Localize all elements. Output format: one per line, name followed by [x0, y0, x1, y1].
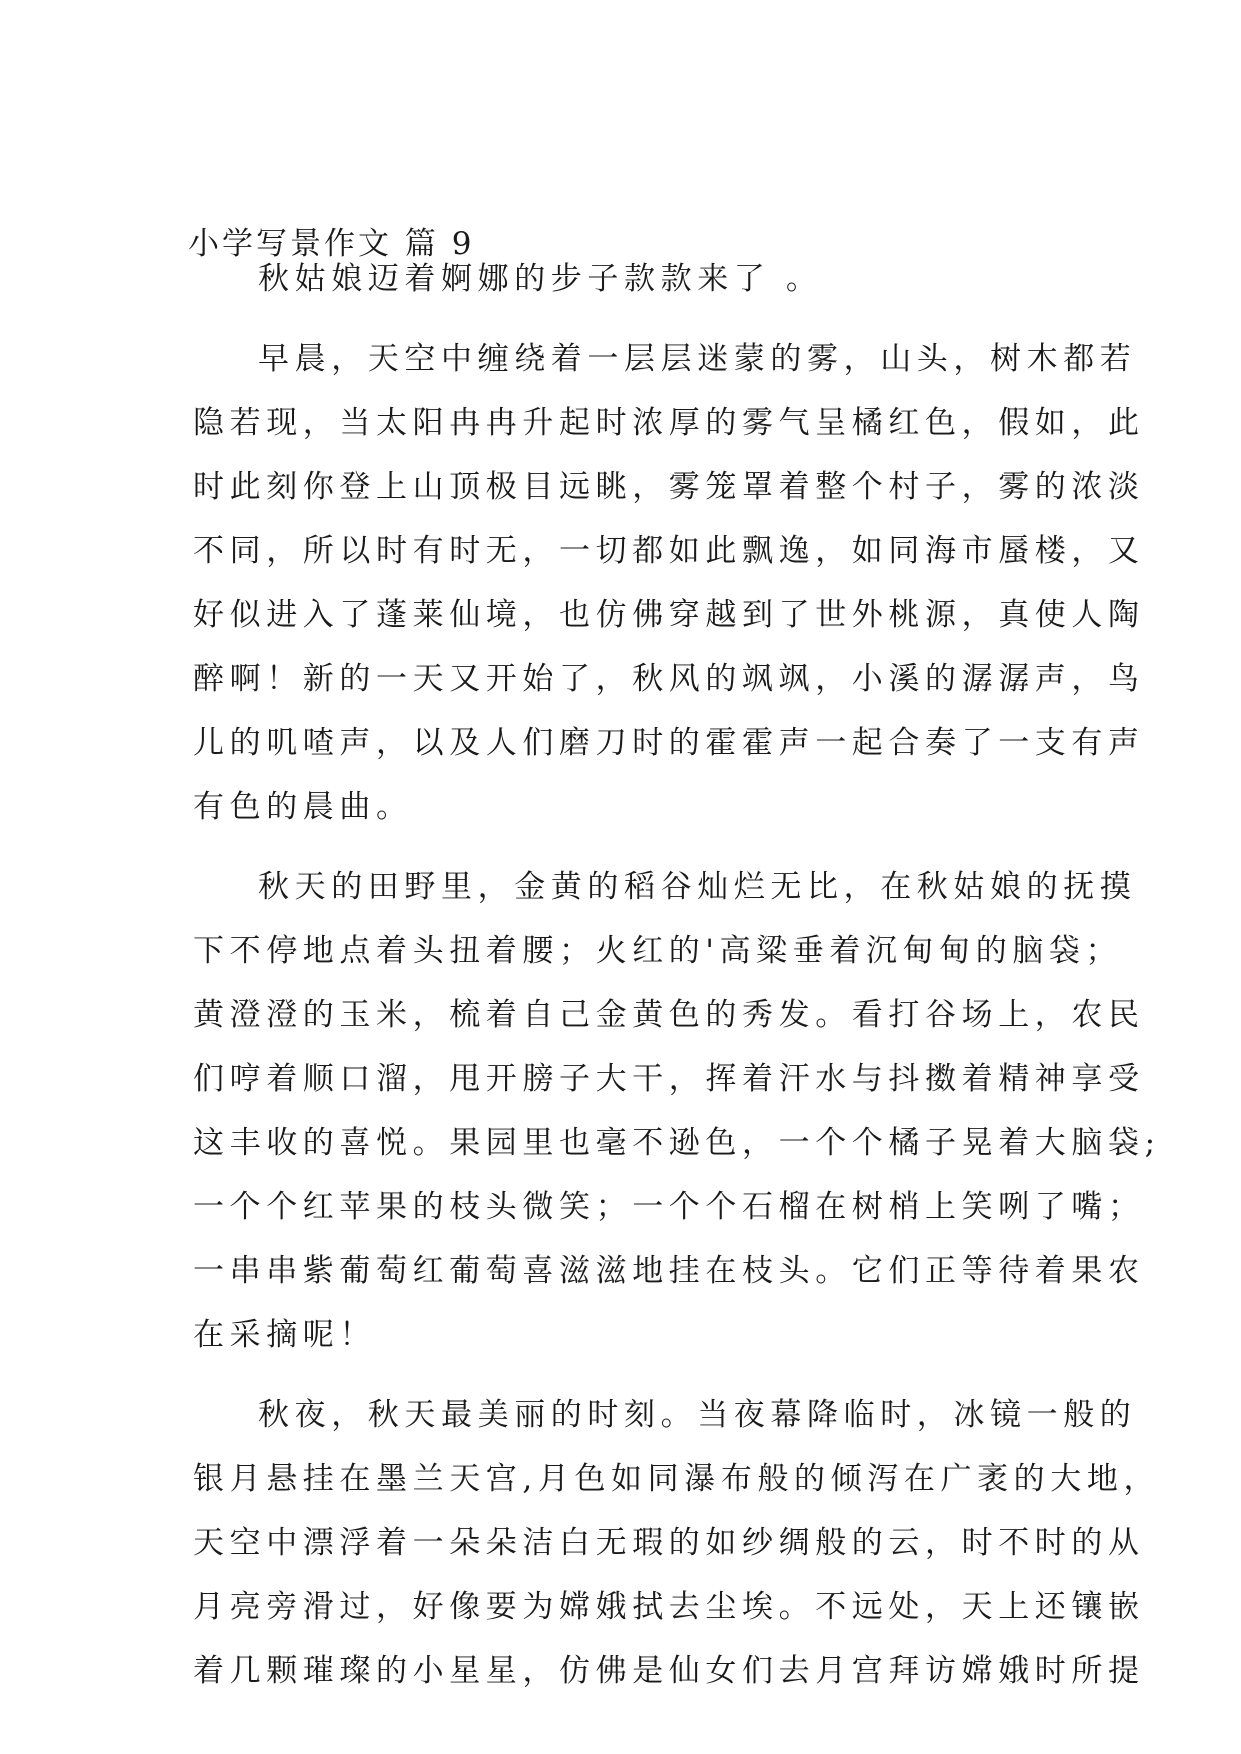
paragraph-4-line-3: 天空中漂浮着一朵朵洁白无瑕的如纱绸般的云，时不时的从 — [193, 1525, 1145, 1561]
paragraph-2-line-2: 隐若现，当太阳冉冉升起时浓厚的雾气呈橘红色，假如，此 — [193, 405, 1145, 441]
paragraph-2-line-8: 有色的晨曲。 — [193, 789, 413, 825]
paragraph-3-line-8: 在采摘呢！ — [193, 1317, 376, 1353]
paragraph-4-line-5: 着几颗璀璨的小星星，仿佛是仙女们去月宫拜访嫦娥时所提 — [193, 1653, 1145, 1689]
paragraph-2-line-7: 儿的叽喳声，以及人们磨刀时的霍霍声一起合奏了一支有声 — [193, 725, 1145, 761]
paragraph-4-line-4: 月亮旁滑过，好像要为嫦娥拭去尘埃。不远处，天上还镶嵌 — [193, 1589, 1145, 1625]
paragraph-4-line-1: 秋夜，秋天最美丽的时刻。当夜幕降临时，冰镜一般的 — [258, 1397, 1137, 1433]
paragraph-3-line-3: 黄澄澄的玉米，梳着自己金黄色的秀发。看打谷场上，农民 — [193, 997, 1145, 1033]
paragraph-2-line-5: 好似进入了蓬莱仙境，也仿佛穿越到了世外桃源，真使人陶 — [193, 597, 1145, 633]
paragraph-3-line-5: 这丰收的喜悦。果园里也毫不逊色，一个个橘子晃着大脑袋; — [193, 1125, 1161, 1161]
paragraph-2-line-1: 早晨，天空中缠绕着一层层迷蒙的雾，山头，树木都若 — [258, 341, 1137, 377]
paragraph-3-line-7: 一串串紫葡萄红葡萄喜滋滋地挂在枝头。它们正等待着果农 — [193, 1253, 1145, 1289]
paragraph-2-line-4: 不同，所以时有时无，一切都如此飘逸，如同海市蜃楼，又 — [193, 533, 1145, 569]
paragraph-3-line-4: 们哼着顺口溜，甩开膀子大干，挥着汗水与抖擞着精神享受 — [193, 1061, 1145, 1097]
essay-title: 小学写景作文 篇 9 — [188, 226, 475, 262]
paragraph-3-line-1: 秋天的田野里，金黄的稻谷灿烂无比，在秋姑娘的抚摸 — [258, 869, 1137, 905]
paragraph-3-line-6: 一个个红苹果的枝头微笑；一个个石榴在树梢上笑咧了嘴； — [193, 1189, 1145, 1225]
paragraph-3-line-2: 下不停地点着头扭着腰；火红的'高粱垂着沉甸甸的脑袋； — [193, 933, 1123, 969]
paragraph-4-line-2: 银月悬挂在墨兰天宫,月色如同瀑布般的倾泻在广袤的大地， — [193, 1461, 1161, 1497]
paragraph-2-line-6: 醉啊！新的一天又开始了，秋风的飒飒，小溪的潺潺声，鸟 — [193, 661, 1145, 697]
paragraph-2-line-3: 时此刻你登上山顶极目远眺，雾笼罩着整个村子，雾的浓淡 — [193, 469, 1145, 505]
paragraph-1-line-1: 秋姑娘迈着婀娜的步子款款来了 。 — [258, 261, 823, 297]
